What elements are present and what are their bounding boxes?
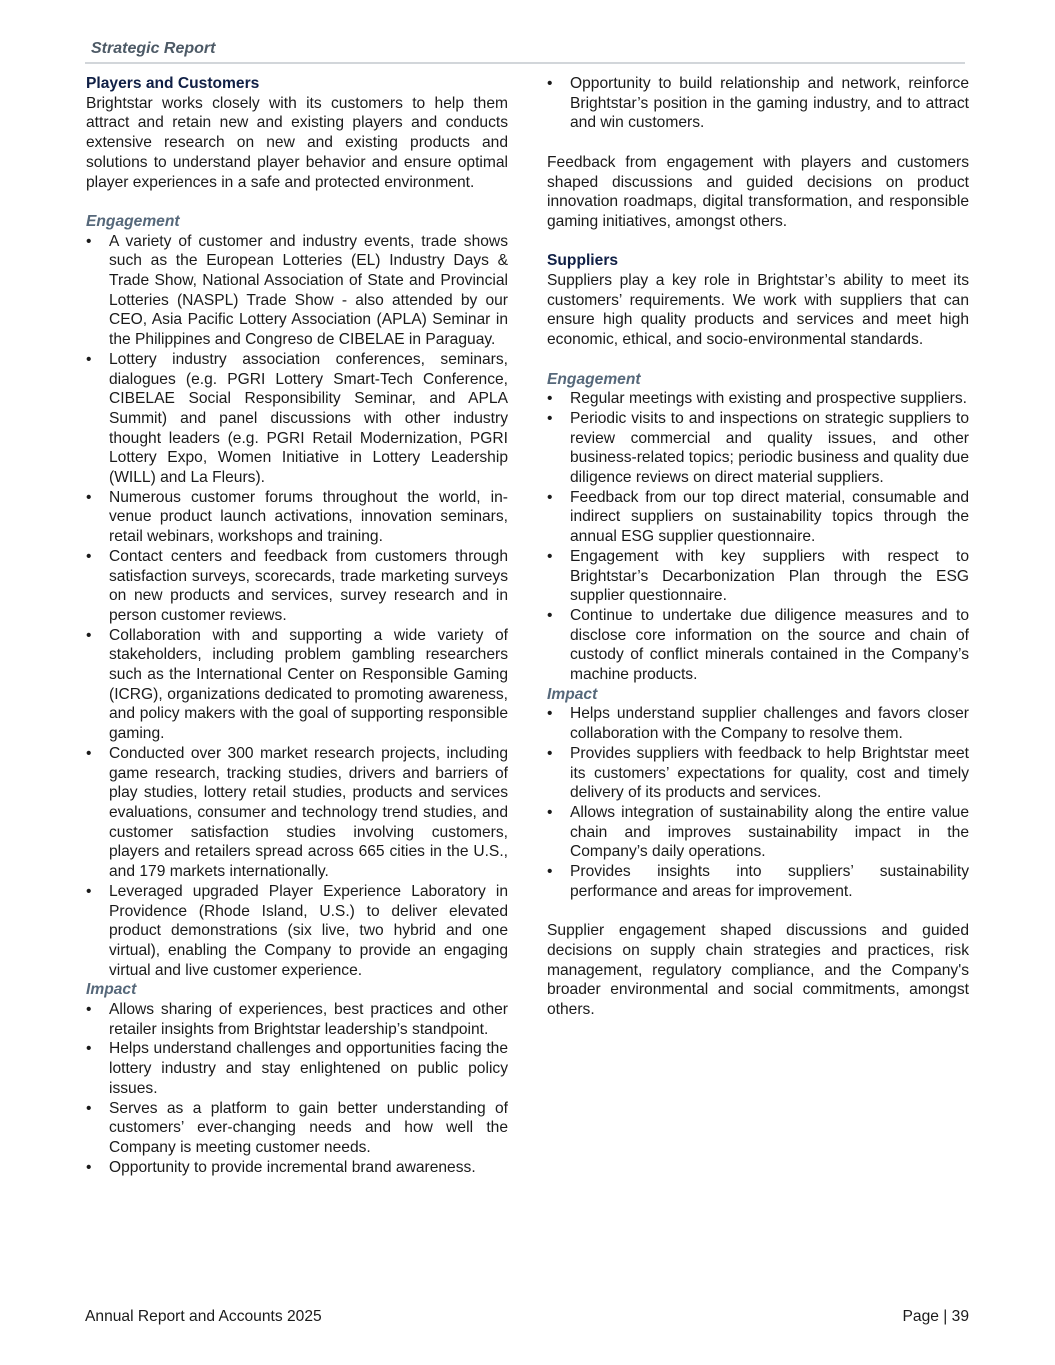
list-item: • Leveraged upgraded Player Experience Laboratory in Providence (Rhode Island, U.S.) to deliver elevated product demonstrations (six live, two hybrid and one virtual), enabling the Company to provide an engaging virtual and live customer experience.: [86, 882, 508, 981]
list-item: • Allows sharing of experiences, best practices and other retailer insights from Brightstar leadership’s standpoint.: [86, 1000, 508, 1039]
customer-impact-list-continued: [547, 74, 969, 133]
list-item: • Continue to undertake due diligence measures and to disclose core information on the source and chain of custody of conflict minerals contained in the Company’s machine products.: [547, 606, 969, 685]
customer-engagement-heading: Engagement: [86, 212, 180, 230]
list-item: • Lottery industry association conferences, seminars, dialogues (e.g. PGRI Lottery Smart-Tech Conference, CIBELAE Social Responsibility Seminar, and APLA Summit) and panel discussions with other industry thought leaders (e.g. PGRI Retail Modernization, PGRI Lottery Expo, Women Initiative in Lottery Leadership (WILL) and La Fleurs).: [86, 350, 508, 488]
customer-impact-heading: Impact: [86, 981, 137, 999]
suppliers-title: Suppliers: [547, 252, 619, 270]
supplier-engagement-list: [547, 389, 969, 685]
footer-page-number: Page | 39: [902, 1308, 969, 1325]
spacer: [547, 901, 969, 921]
list-item: • Opportunity to build relationship and network, reinforce Brightstar’s position in the gaming industry, and to attract and win customers.: [547, 74, 969, 133]
list-item: • Provides insights into suppliers’ sustainability performance and areas for improvement.: [547, 862, 969, 901]
list-item: • Engagement with key suppliers with respect to Brightstar’s Decarbonization Plan through the ESG supplier questionnaire.: [547, 547, 969, 606]
list-item: • Regular meetings with existing and prospective suppliers.: [547, 389, 969, 409]
list-item: • Periodic visits to and inspections on strategic suppliers to review commercial and quality issues, and other business-related topics; periodic business and quality due diligence reviews on direct material suppliers.: [547, 409, 969, 488]
supplier-engagement-heading: Engagement: [547, 370, 641, 388]
header-divider: [85, 62, 965, 64]
section-header: Strategic Report: [91, 40, 216, 57]
list-item: • Contact centers and feedback from customers through satisfaction surveys, scorecards, trade marketing surveys on new products and services, survey research and in person customer reviews.: [86, 547, 508, 626]
list-item: • Allows integration of sustainability along the entire value chain and improves sustainability impact in the Company’s daily operations.: [547, 803, 969, 862]
list-item: • Conducted over 300 market research projects, including game research, tracking studies, drivers and barriers of play studies, lottery retail studies, products and services evaluations, consumer and technology trend studies, and customer satisfaction studies involving customers, players and retailers spread across 665 cities in the U.S., and 179 markets internationally.: [86, 744, 508, 882]
right-column: [547, 74, 969, 1020]
list-item: • Provides suppliers with feedback to help Brightstar meet its customers’ expectations for quality, cost and timely delivery of its products and services.: [547, 744, 969, 803]
list-item: • A variety of customer and industry events, trade shows such as the European Lotteries (EL) Industry Days & Trade Show, National Association of State and Provincial Lotteries (NASPL) Trade Show - also attended by our CEO, Asia Pacific Lottery Association (APLA) Seminar in the Philippines and Congreso de CIBELAE in Paraguay.: [86, 232, 508, 350]
list-item: • Feedback from our top direct material, consumable and indirect suppliers on sustainability topics through the annual ESG supplier questionnaire.: [547, 488, 969, 547]
customer-impact-list: [86, 1000, 508, 1177]
players-customers-title: Players and Customers: [86, 75, 260, 92]
spacer: [547, 133, 969, 153]
list-item: • Numerous customer forums throughout the world, in-venue product launch activations, innovation seminars, retail webinars, workshops and training.: [86, 488, 508, 547]
suppliers-intro: Suppliers play a key role in Brightstar’s ability to meet its customers’ requirements. We work with suppliers that can ensure high quality products and services and meet high economic, ethical, and socio-environmental standards.: [547, 272, 969, 349]
customer-feedback-paragraph: Feedback from engagement with players and customers shaped discussions and guided decisions on product innovation roadmaps, digital transformation, and responsible gaming initiatives, amongst others.: [547, 153, 969, 230]
supplier-impact-heading: Impact: [547, 685, 598, 703]
footer-report-name: Annual Report and Accounts 2025: [85, 1308, 322, 1325]
list-item: • Helps understand challenges and opportunities facing the lottery industry and stay enlightened on public policy issues.: [86, 1039, 508, 1098]
spacer: [547, 350, 969, 370]
list-item: • Helps understand supplier challenges and favors closer collaboration with the Company to resolve them.: [547, 704, 969, 743]
spacer: [86, 192, 508, 212]
left-column: [86, 74, 508, 1177]
customer-engagement-list: [86, 232, 508, 981]
list-item: • Opportunity to provide incremental brand awareness.: [86, 1158, 508, 1178]
list-item: • Serves as a platform to gain better understanding of customers’ ever-changing needs and how well the Company is meeting customer needs.: [86, 1099, 508, 1158]
players-customers-intro: Brightstar works closely with its customers to help them attract and retain new and existing players and conducts extensive research on new and existing products and solutions to understand player behavior and ensure optimal player experiences in a safe and protected environment.: [86, 94, 508, 191]
supplier-impact-list: [547, 704, 969, 901]
list-item: • Collaboration with and supporting a wide variety of stakeholders, including problem gambling researchers such as the International Center on Responsible Gaming (ICRG), organizations dedicated to promoting awareness, and policy makers with the goal of supporting responsible gaming.: [86, 626, 508, 744]
supplier-summary-paragraph: Supplier engagement shaped discussions and guided decisions on supply chain strategies and practices, risk management, regulatory compliance, and the Company's broader environmental and social commitments, amongst others.: [547, 922, 969, 1018]
spacer: [547, 232, 969, 252]
